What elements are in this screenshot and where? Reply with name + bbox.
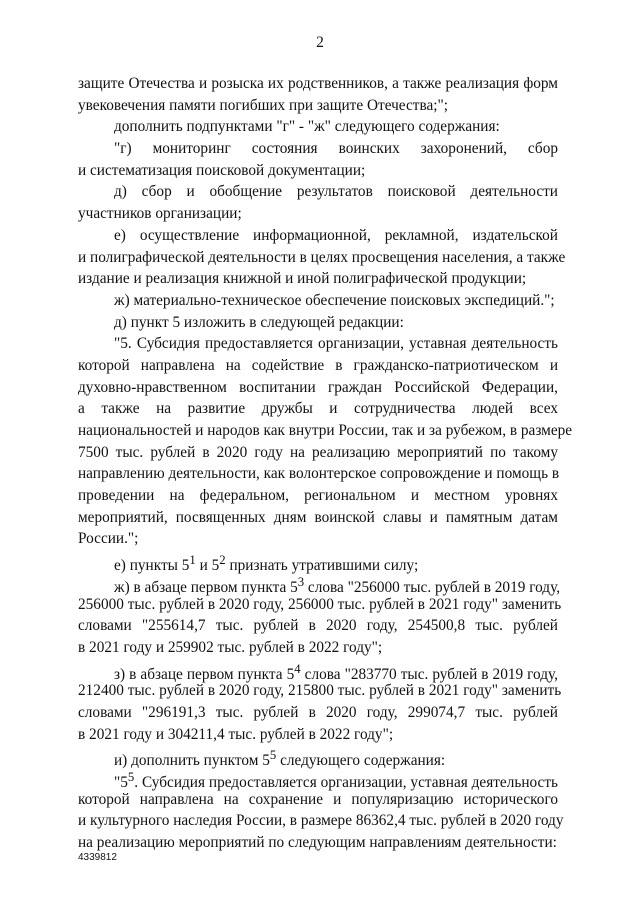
text-line: защите Отечества и розыска их родственников, а также реализация форм xyxy=(78,75,558,92)
text-line: издание и реализация книжной и иной полиграфической продукции; xyxy=(78,270,527,288)
text-line: 256000 тыс. рублей в 2020 году, 256000 тыс. рублей в 2021 году" заменить xyxy=(78,595,562,613)
superscript: 4 xyxy=(294,661,301,676)
text-line: проведении на федеральном, региональном и местном уровнях xyxy=(78,487,558,505)
superscript: 5 xyxy=(269,748,277,763)
text-line: е) осуществление информационной, рекламной, издательской xyxy=(114,226,558,244)
text-line: а также на развитие дружбы и сотрудничества людей всех xyxy=(78,400,558,418)
text-line: "г) мониторинг состояния воинских захоронений, сбор xyxy=(114,140,558,158)
text-line xyxy=(78,572,561,596)
text-line xyxy=(78,745,558,770)
text-line: в 2021 году и 259902 тыс. рублей в 2022 году"; xyxy=(78,638,383,656)
text-segment: признать утратившими силу; xyxy=(225,557,419,575)
text-line: духовно-нравственном воспитании граждан Российской Федерации, xyxy=(78,378,558,396)
text-line xyxy=(78,767,558,792)
superscript: 5 xyxy=(127,770,135,784)
text-line: д) пункт 5 изложить в следующей редакции: xyxy=(114,313,404,331)
text-segment: следующего содержания: xyxy=(276,752,446,770)
superscript: 3 xyxy=(297,574,305,589)
text-segment: и 5 xyxy=(195,557,220,575)
document-code: 4339812 xyxy=(78,852,117,863)
text-line: которой направлена на сохранение и популяризацию исторического xyxy=(78,790,558,808)
document-body xyxy=(78,73,573,854)
text-segment: . Субсидия предоставляется организации, уставная деятельность xyxy=(134,774,558,792)
text-line: и культурного наследия России, в размере 86362,4 тыс. рублей в 2020 году xyxy=(78,812,564,830)
text-segment: "5 xyxy=(114,774,128,792)
text-line: в 2021 году и 304211,4 тыс. рублей в 2022 году"; xyxy=(78,725,394,743)
text-line: и полиграфической деятельности в целях просвещения населения, а также xyxy=(78,248,566,266)
superscript: 1 xyxy=(189,553,196,568)
text-line: ж) материально-техническое обеспечение поисковых экспедиций."; xyxy=(114,291,555,309)
text-line xyxy=(78,659,558,681)
text-line: "5. Субсидия предоставляется организации, уставная деятельность xyxy=(114,335,558,353)
text-line: России."; xyxy=(78,530,139,548)
text-line: которой направлена на содействие в гражданско-патриотическом и xyxy=(78,356,558,374)
text-line: участников организации; xyxy=(78,205,242,223)
text-segment: ж) в абзаце первом пункта 5 xyxy=(114,578,298,596)
text-line: д) сбор и обобщение результатов поисковой деятельности xyxy=(114,183,558,201)
text-segment: слова "283770 тыс. рублей в 2019 году, xyxy=(300,665,558,683)
text-line: словами "255614,7 тыс. рублей в 2020 году, 254500,8 тыс. рублей xyxy=(78,617,558,635)
text-line: мероприятий, посвященных дням воинской славы и памятным датам xyxy=(78,508,558,526)
text-line: 212400 тыс. рублей в 2020 году, 215800 тыс. рублей в 2021 году" заменить xyxy=(78,682,562,700)
text-line: направлению деятельности, как волонтерское сопровождение и помощь в xyxy=(78,465,560,483)
text-line: 7500 тыс. рублей в 2020 году на реализацию мероприятий по такому xyxy=(78,443,558,461)
text-line: увековечения памяти погибших при защите Отечества;"; xyxy=(78,96,449,114)
text-segment: и) дополнить пунктом 5 xyxy=(114,752,270,770)
text-line: национальностей и народов как внутри России, так и за рубежом, в размере xyxy=(78,422,573,439)
text-segment: з) в абзаце первом пункта 5 xyxy=(114,665,295,683)
text-line: и систематизация поисковой документации; xyxy=(78,161,366,179)
text-line: дополнить подпунктами "г" - "ж" следующего содержания: xyxy=(114,118,500,136)
text-segment: слова "256000 тыс. рублей в 2019 году, xyxy=(304,578,561,596)
text-line: словами "296191,3 тыс. рублей в 2020 году, 299074,7 тыс. рублей xyxy=(78,703,558,721)
superscript: 2 xyxy=(219,553,226,568)
text-line: на реализацию мероприятий по следующим направлениям деятельности: xyxy=(78,834,557,852)
text-segment: е) пункты 5 xyxy=(114,557,190,575)
text-line xyxy=(78,550,558,575)
page-number: 2 xyxy=(316,34,324,51)
